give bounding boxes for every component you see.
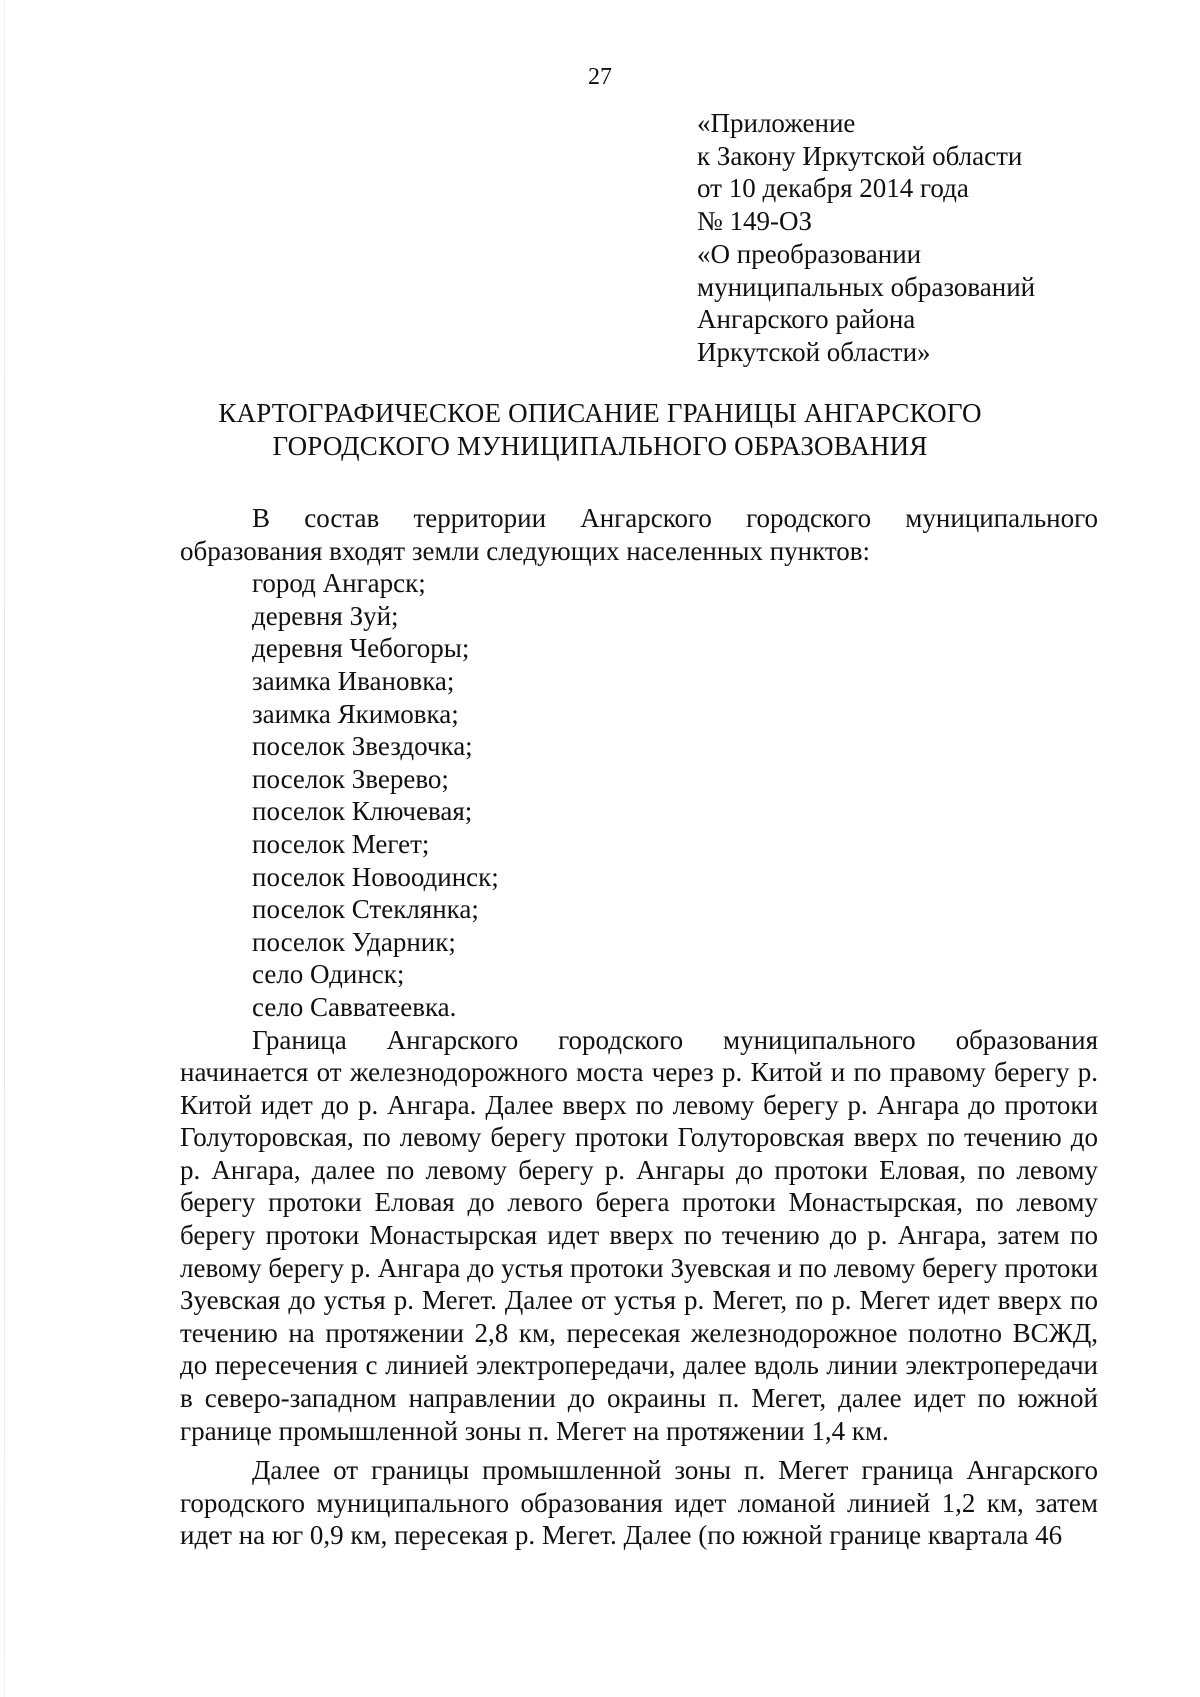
list-item: поселок Стеклянка; (252, 894, 479, 925)
list-item: город Ангарск; (252, 568, 426, 599)
appendix-header (697, 107, 1157, 369)
appendix-line: № 149-ОЗ (697, 206, 813, 237)
list-item: село Савватеевка. (252, 991, 457, 1022)
boundary-paragraph: Граница Ангарского городского муниципального образования начинается от железнодорожного моста через р. Китой и по правому берегу р. Китой идет до р. Ангара. Далее вверх по левому берегу р. Ангара до протоки Голуторовская, по левому берегу протоки Голуторовская вверх по течению до р. Ангара, далее по левому берегу р. Ангары до протоки Еловая, по левому берегу протоки Еловая до левого берега протоки Монастырская, по левому берегу протоки Монастырская идет вверх по течению до р. Ангара, затем по левому берегу р. Ангара до устья протоки Зуевская и по левому берегу протоки Зуевская до устья р. Мегет. Далее от устья р. Мегет, по р. Мегет идет вверх по течению на протяжении 2,8 км, пересекая железнодорожное полотно ВСЖД, до пересечения с линией электропередачи, далее вдоль линии электропередачи в северо-западном направлении до окраины п. Мегет, далее идет по южной границе промышленной зоны п. Мегет на протяжении 1,4 км. (180, 1024, 1098, 1446)
list-item: поселок Ключевая; (252, 796, 473, 827)
list-item: заимка Ивановка; (252, 665, 455, 696)
appendix-line: от 10 декабря 2014 года (697, 173, 969, 204)
document-body (180, 502, 1098, 1552)
document-title (150, 397, 1050, 463)
list-item: деревня Чебогоры; (252, 633, 470, 664)
appendix-line: «О преобразовании (697, 238, 922, 269)
list-item: поселок Зверево; (252, 763, 449, 794)
title-line-2: ГОРОДСКОГО МУНИЦИПАЛЬНОГО ОБРАЗОВАНИЯ (272, 431, 928, 461)
list-item: село Одинск; (252, 959, 405, 990)
list-item: поселок Мегет; (252, 828, 430, 859)
boundary-continuation-paragraph: Далее от границы промышленной зоны п. Мегет граница Ангарского городского муниципального образования идет ломаной линией 1,2 км, затем идет на юг 0,9 км, пересекая р. Мегет. Далее (по южной границе квартала 46 (180, 1455, 1098, 1551)
appendix-line: «Приложение (697, 108, 856, 138)
appendix-line: к Закону Иркутской области (697, 140, 1023, 171)
title-line-1: КАРТОГРАФИЧЕСКОЕ ОПИСАНИЕ ГРАНИЦЫ АНГАРСКОГО (218, 398, 982, 428)
appendix-line: Иркутской области» (697, 336, 931, 367)
page-number: 27 (588, 64, 612, 90)
scan-edge (4, 0, 5, 1697)
settlement-list (180, 567, 1098, 1023)
appendix-line: Ангарского района (697, 304, 916, 335)
list-item: поселок Звездочка; (252, 731, 473, 762)
list-item: поселок Ударник; (252, 926, 456, 957)
intro-paragraph: В состав территории Ангарского городского муниципального образования входят земли следующих населенных пунктов: (180, 503, 1098, 566)
appendix-line: муниципальных образований (697, 271, 1036, 302)
list-item: деревня Зуй; (252, 600, 399, 631)
list-item: заимка Якимовка; (252, 698, 459, 729)
list-item: поселок Новоодинск; (252, 861, 499, 892)
